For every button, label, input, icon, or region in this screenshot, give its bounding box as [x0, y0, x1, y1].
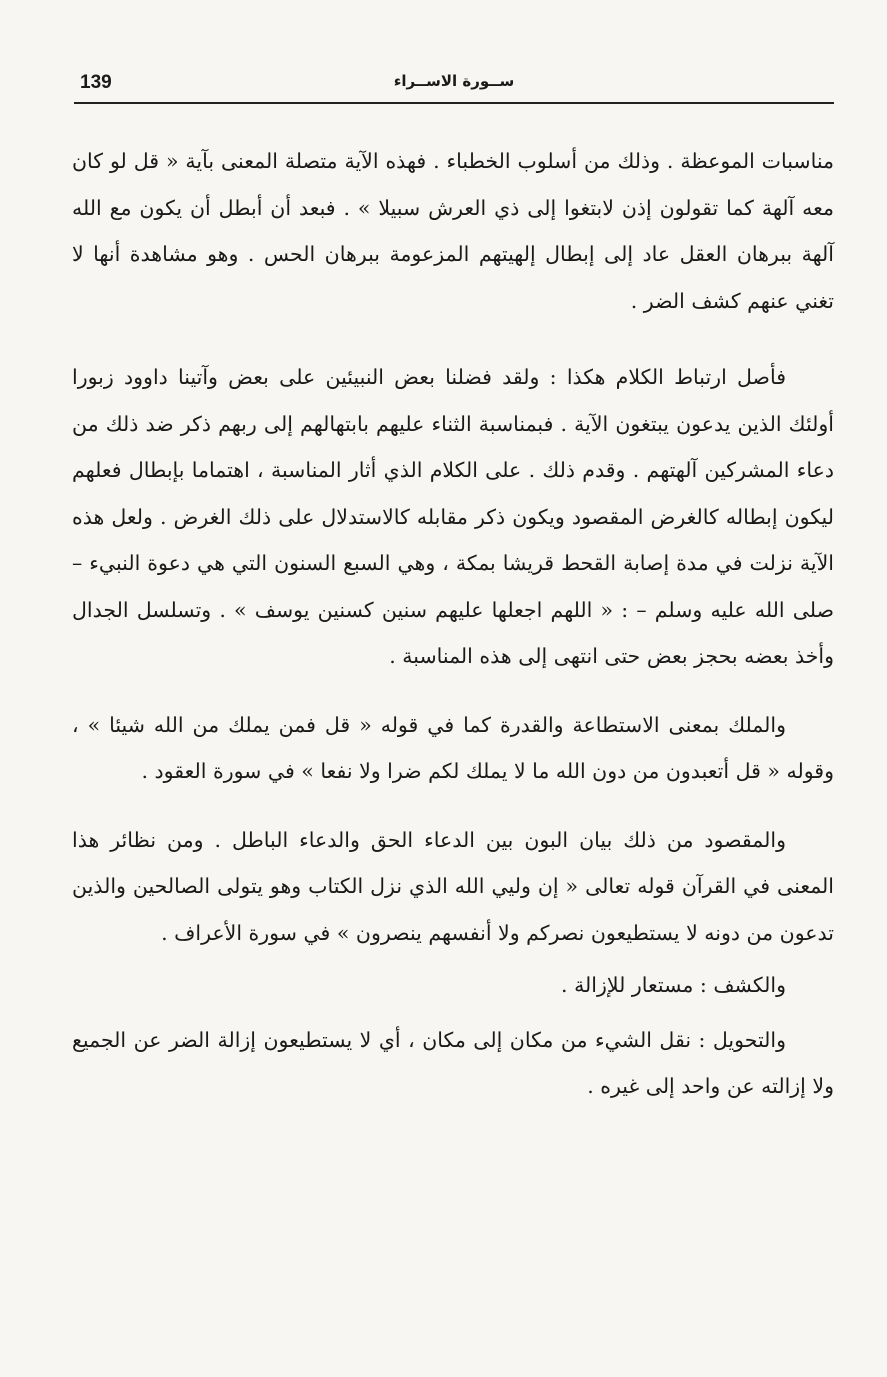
- paragraph-1: مناسبات الموعظة . وذلك من أسلوب الخطباء . فهذه الآية متصلة المعنى بآية « قل لو كان معه آلهة كما تقولون إذن لابتغوا إلى ذي العرش سبيلا » . فبعد أن أبطل أن يكون مع الله آلهة ببرهان العقل عاد إلى إبطال إلهيتهم المزعومة ببرهان الحس . وهو مشاهدة أنها لا تغني عنهم كشف الضر .: [72, 149, 834, 313]
- running-title: ســورة الاســراء: [393, 72, 515, 90]
- page-number: 139: [80, 72, 112, 93]
- paragraph-3: والملك بمعنى الاستطاعة والقدرة كما في قوله « قل فمن يملك من الله شيئا » ، وقوله « قل أتعبدون من دون الله ما لا يملك لكم ضرا ولا نفعا » في سورة العقود .: [72, 712, 834, 783]
- paragraph-4: والمقصود من ذلك بيان البون بين الدعاء الحق والدعاء الباطل . ومن نظائر هذا المعنى في القرآن قوله تعالى « إن وليي الله الذي نزل الكتاب وهو يتولى الصالحين والذين تدعون من دونه لا يستطيعون نصركم ولا أنفسهم ينصرون » في سورة الأعراف .: [72, 827, 834, 945]
- paragraph-5: والكشف : مستعار للإزالة .: [561, 973, 786, 997]
- body-text: [72, 138, 834, 1110]
- paragraph-2: فأصل ارتباط الكلام هكذا : ولقد فضلنا بعض النبيئين على بعض وآتينا داوود زبورا أولئك الذين يدعون يبتغون الآية . فبمناسبة الثناء عليهم بابتهالهم إلى ربهم ذكر ضد ذلك من دعاء المشركين آلهتهم . وقدم ذلك . على الكلام الذي أثار المناسبة ، اهتماما بإبطال فعلهم ليكون إبطاله كالغرض المقصود ويكون ذكر مقابله كالاستدلال على ذلك الغرض . ولعل هذه الآية نزلت في مدة إصابة القحط قريشا بمكة ، وهي السبع السنون التي هي دعوة النبيء – صلى الله عليه وسلم – : « اللهم اجعلها عليهم سنين كسنين يوسف » . وتسلسل الجدال وأخذ بعضه بحجز بعض حتى انتهى إلى هذه المناسبة .: [72, 365, 834, 668]
- page-header: [74, 66, 834, 104]
- paragraph-6: والتحويل : نقل الشيء من مكان إلى مكان ، أي لا يستطيعون إزالة الضر عن الجميع ولا إزالته عن واحد إلى غيره .: [72, 1027, 834, 1098]
